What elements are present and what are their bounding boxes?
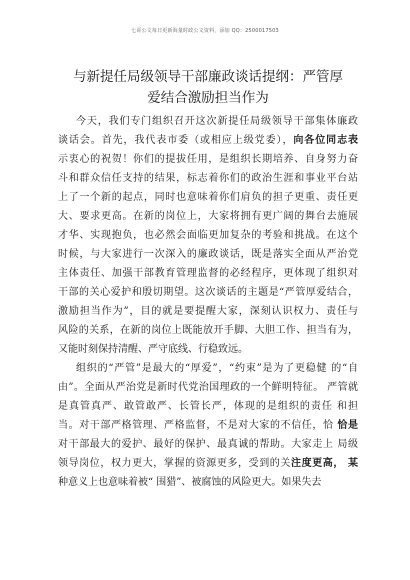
body-line: 是真管真严、敢管敢严、长管长严，体现的是组织的责任 和担	[58, 401, 358, 412]
emphasis-text: 恰是	[337, 420, 358, 431]
emphasis-text: 向各位同志表	[293, 135, 359, 146]
body-line: 激励担当作为”，目的就是要提醒大家，深刻认识权力、责任与	[58, 306, 358, 317]
body-line: 今天，我们专门组织召开这次新提任局级领导干部集体廉政	[76, 116, 358, 127]
document-title	[48, 67, 368, 109]
title-line: 爱结合激励担当作为	[147, 90, 269, 106]
body-line: 谈话会。首先，我代表市委（或相应上级党委），向各位同志表	[58, 135, 359, 146]
body-line: 大、要求更高。在新的岗位上，大家将拥有更广阔的舞台去施展	[58, 211, 358, 222]
header-note: 七哥公文每日更新海量时政公文资料，添加 QQ：2500017503	[131, 28, 279, 34]
body-line: 又能时刻保持清醒、严守底线、行稳致远。	[58, 344, 248, 355]
document-body	[58, 112, 358, 492]
body-line: 组织的“严管”是最大的“厚爱”，“约束”是为了更稳健 的“自	[76, 363, 358, 374]
body-line: 干部的关心爱护和殷切期望。这次谈话的主题是“严管厚爱结合，	[58, 287, 358, 298]
body-line: 当。对干部严格管理、严格监督，不是对大家的不信任，恰 恰是	[58, 420, 358, 431]
body-line: 上了一个新的起点，同时也意味着你们肩负的担子更重、责任更	[58, 192, 358, 203]
body-line: 时候，与大家进行一次深入的廉政谈话，既是落实全面从严治党	[58, 249, 358, 260]
paragraph-2	[58, 359, 358, 492]
body-line: 示衷心的祝贺！你们的提拔任用，是组织长期培养、自身努力奋	[58, 154, 358, 165]
emphasis-text: 注度更高， 某	[290, 458, 359, 469]
body-line: 种意义上也意味着被“ 围猎”、被腐蚀的风险更大。如果失去	[58, 477, 322, 488]
body-line: 主体责任、加强干部教育管理监督的必经程序，更体现了组织对	[58, 268, 358, 279]
body-line: 斗和群众信任支持的结果，标志着你们的政治生涯和事业平台站	[58, 173, 358, 184]
body-line: 才华、实现抱负，也必然会面临更加复杂的考验和挑战。在这个	[58, 230, 358, 241]
body-line: 由”。全面从严治党是新时代党治国理政的一个鲜明特征。 严管就	[58, 382, 358, 393]
body-line: 对干部最大的爱护、最好的保护、最真诚的帮助。大家走上 局级	[58, 439, 358, 450]
body-line: 领导岗位，权力更大，掌握的资源更多，受到的关注度更高， 某	[58, 458, 359, 469]
paragraph-1	[58, 112, 358, 359]
body-line: 风险的关系，在新的岗位上既能放开手脚、大胆工作、担当有为，	[58, 325, 358, 336]
title-line: 与新提任局级领导干部廉政谈话提纲：严管厚	[73, 69, 343, 85]
